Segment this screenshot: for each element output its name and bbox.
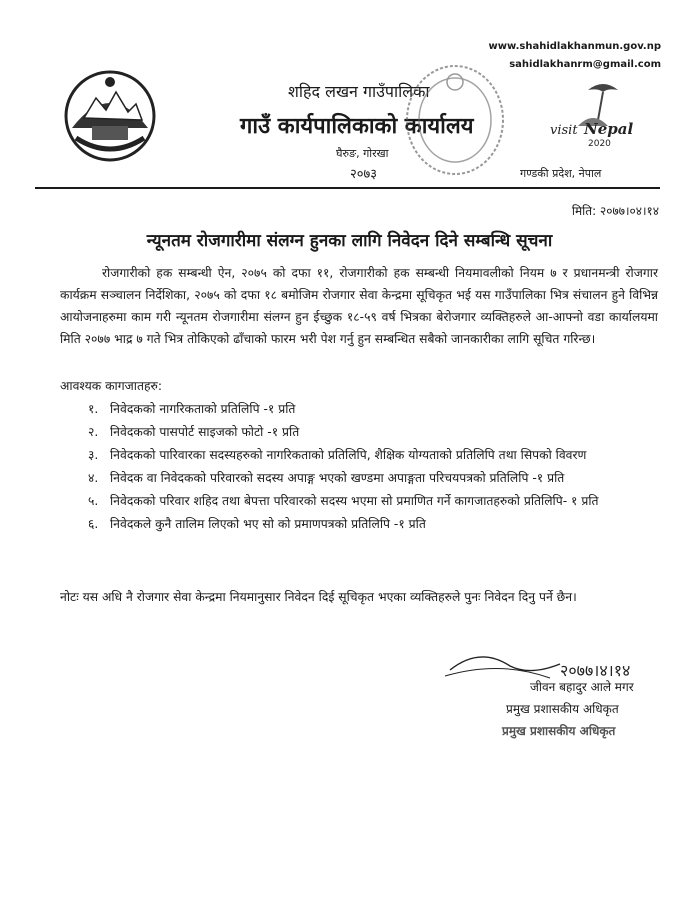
- contact-info: [489, 38, 661, 74]
- list-item-text: निवेदकको परिवार शहिद तथा बेपत्ता परिवारको सदस्य भएमा सो प्रमाणित गर्ने कागजातहरुको प्रतिलिपि- १ प्रति: [110, 494, 599, 508]
- list-item-text: निवेदकले कुनै तालिम लिएको भए सो को प्रमाणपत्रको प्रतिलिपि -१ प्रति: [110, 517, 426, 531]
- website-link[interactable]: www.shahidlakhanmun.gov.np: [488, 41, 661, 52]
- notice-title: न्यूनतम रोजगारीमा संलग्न हुनका लागि निवेदन दिने सम्बन्धि सूचना: [146, 231, 553, 251]
- establishment-year: २०७३: [350, 167, 378, 182]
- list-item: [88, 444, 658, 466]
- province-label: गण्डकी प्रदेश, नेपाल: [520, 167, 602, 180]
- list-item: [88, 398, 658, 420]
- signature-date: २०७७।४।१४: [560, 661, 631, 680]
- designation-stamp: प्रमुख प्रशासकीय अधिकृत: [502, 724, 616, 738]
- list-item-text: निवेदकको पारिवारका सदस्यहरुको नागरिकताको प्रतिलिपि, शैक्षिक योग्यताको प्रतिलिपि तथा सिपको विवरण: [110, 448, 587, 462]
- list-item-text: निवेदक वा निवेदकको परिवारको सदस्य अपाङ्ग भएको खण्डमा अपाङ्गता परिचयपत्रको प्रतिलिपि -१ प्रति: [110, 471, 565, 485]
- email-link[interactable]: sahidlakhanrm@gmail.com: [509, 59, 661, 70]
- svg-text:2020: 2020: [588, 139, 611, 149]
- notice-body: रोजगारीको हक सम्बन्धी ऐन, २०७५ को दफा ११, रोजगारीको हक सम्बन्धी नियमावलीको नियम ७ र प्रधानमन्त्री रोजगार कार्यक्रम सञ्चालन निर्देशिका, २०७५ को दफा १८ बमोजिम रोजगार सेवा केन्द्रमा सूचिकृत भई यस गाउँपालिका भित्र संचालन हुने विभिन्न आयोजनाहरुमा काम गरी न्यूनतम रोजगारीमा संलग्न हुन ईच्छुक १८-५९ वर्ष भित्रका बेरोजगार व्यक्तिहरुले आ-आफ्नो वडा कार्यालयमा मिति २०७७ भाद्र ७ गते भित्र तोकिएको ढाँचाको फारम भरी पेश गर्नु हुन सम्बन्धित सबैको जानकारीका लागि सूचित गरिन्छ।: [60, 266, 658, 346]
- visit-nepal-2020-logo: [548, 80, 648, 150]
- header-divider: [35, 187, 660, 189]
- notice-date: मिति: २०७७।०४।१४: [571, 204, 659, 218]
- list-item: [88, 513, 658, 535]
- list-item-number: ४.: [88, 471, 99, 485]
- list-item-number: १.: [88, 402, 99, 416]
- svg-text:Nepal: Nepal: [584, 120, 634, 138]
- list-item-text: निवेदकको पासपोर्ट साइजको फोटो -१ प्रति: [110, 425, 300, 439]
- organization-subtitle: शहिद लखन गाउँपालिका: [288, 82, 430, 101]
- list-item-number: ३.: [88, 448, 99, 462]
- list-item-text: निवेदकको नागरिकताको प्रतिलिपि -१ प्रति: [110, 402, 296, 416]
- list-item-number: २.: [88, 425, 99, 439]
- list-item-number: ६.: [88, 517, 99, 531]
- requirements-heading: आवश्यक कागजातहरु:: [60, 379, 163, 393]
- requirements-list: [88, 398, 658, 536]
- nepal-emblem-icon: [62, 68, 158, 164]
- list-item: [88, 490, 658, 512]
- svg-text:visit: visit: [550, 123, 578, 138]
- list-item-number: ५.: [88, 494, 99, 508]
- office-seal-stamp: [400, 60, 510, 180]
- organization-address: घैरुङ, गोरखा: [336, 147, 389, 160]
- list-item: [88, 421, 658, 443]
- list-item: [88, 467, 658, 489]
- signatory-name: जीवन बहादुर आले मगर: [530, 680, 634, 694]
- signatory-title: प्रमुख प्रशासकीय अधिकृत: [506, 702, 619, 716]
- organization-title: गाउँ कार्यपालिकाको कार्यालय: [240, 114, 474, 139]
- notice-note: नोटः यस अधि नै रोजगार सेवा केन्द्रमा नियमानुसार निवेदन दिई सूचिकृत भएका व्यक्तिहरुले पुनः निवेदन दिनु पर्ने छैन।: [60, 590, 577, 604]
